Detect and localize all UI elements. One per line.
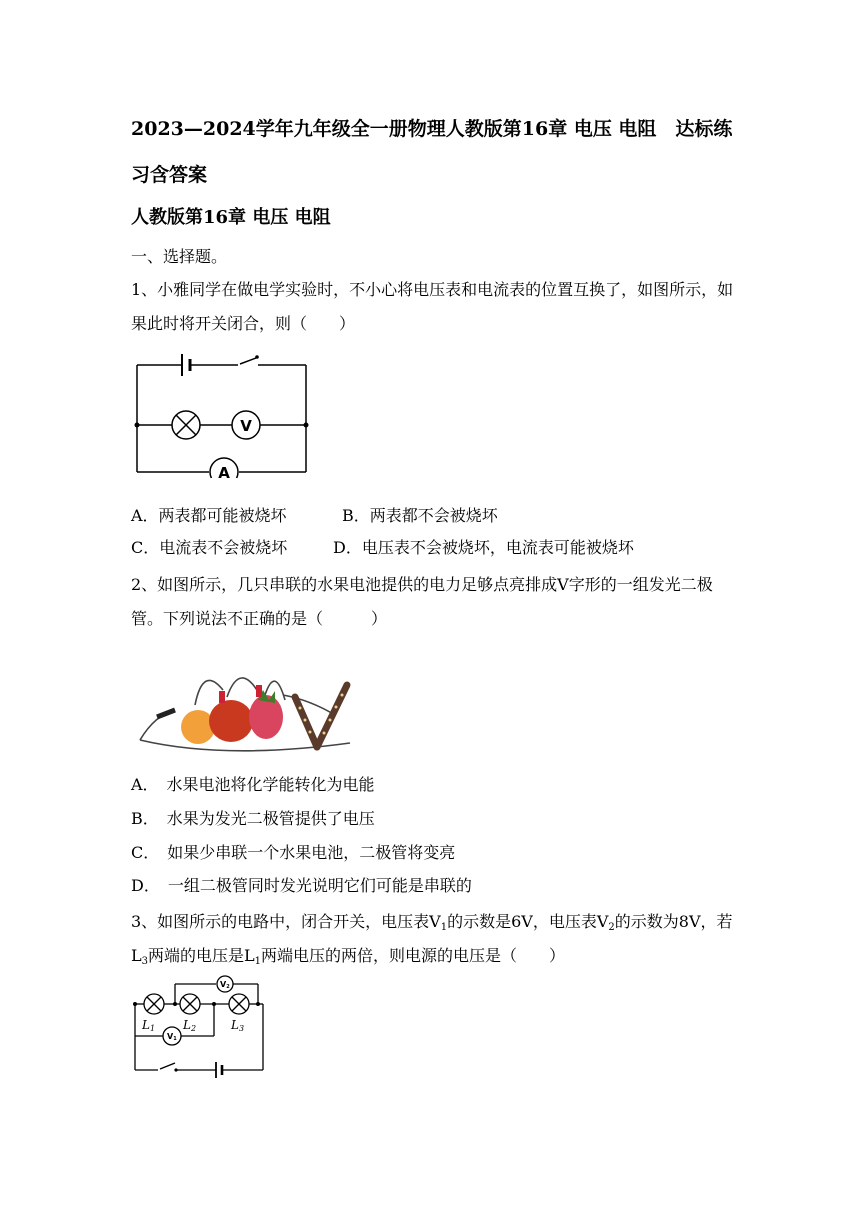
question-1-option-b: B．两表都不会被烧坏 [342, 506, 498, 525]
question-2-option-a: A． 水果电池将化学能转化为电能 [131, 775, 375, 794]
question-3-stem: 3、如图所示的电路中，闭合开关，电压表$V_1$的示数是6V，电压表$V_2$的示数为8V，若$L_3$两端的电压是$L_1$两端电压的两倍，则电源的电压是（ ） [131, 912, 733, 967]
question-2-option-d: D． 一组二极管同时发光说明它们可能是串联的 [131, 876, 472, 895]
voltmeter-label: V [240, 417, 252, 435]
lamp-l3-label: L3 [231, 1018, 245, 1033]
chapter-subtitle: 人教版第16章 电压 电阻 [131, 207, 331, 228]
section-heading: 一、选择题。 [131, 247, 228, 266]
question-1-circuit-figure [130, 348, 315, 478]
ammeter-label: A [218, 464, 230, 478]
document-title: 2023—2024学年九年级全一册物理人教版第16章 电压 电阻 达标练习含答案 [131, 118, 733, 186]
lamp-l1-label: L1 [142, 1018, 156, 1033]
question-3-circuit-figure [130, 974, 270, 1082]
question-2-option-c: C． 如果少串联一个水果电池，二极管将变亮 [131, 843, 456, 862]
lamp-l2-label: L2 [183, 1018, 197, 1033]
question-2-option-b: B． 水果为发光二极管提供了电压 [131, 809, 375, 828]
question-2-stem: 2、如图所示，几只串联的水果电池提供的电力足够点亮排成V字形的一组发光二极管。下列说法不正确的是（ ） [131, 575, 713, 628]
question-1-stem: 1、小雅同学在做电学实验时，不小心将电压表和电流表的位置互换了，如图所示，如果此时将开关闭合，则（ ） [131, 280, 734, 333]
question-1-option-c: C．电流表不会被烧坏 [131, 538, 288, 557]
question-2-fruit-battery-figure [135, 655, 370, 755]
voltmeter-v1-label: V1 [167, 1032, 177, 1042]
question-1-option-d: D．电压表不会被烧坏，电流表可能被烧坏 [333, 538, 634, 557]
question-1-option-a: A．两表都可能被烧坏 [131, 506, 287, 525]
voltmeter-v2-label: V2 [220, 980, 230, 990]
